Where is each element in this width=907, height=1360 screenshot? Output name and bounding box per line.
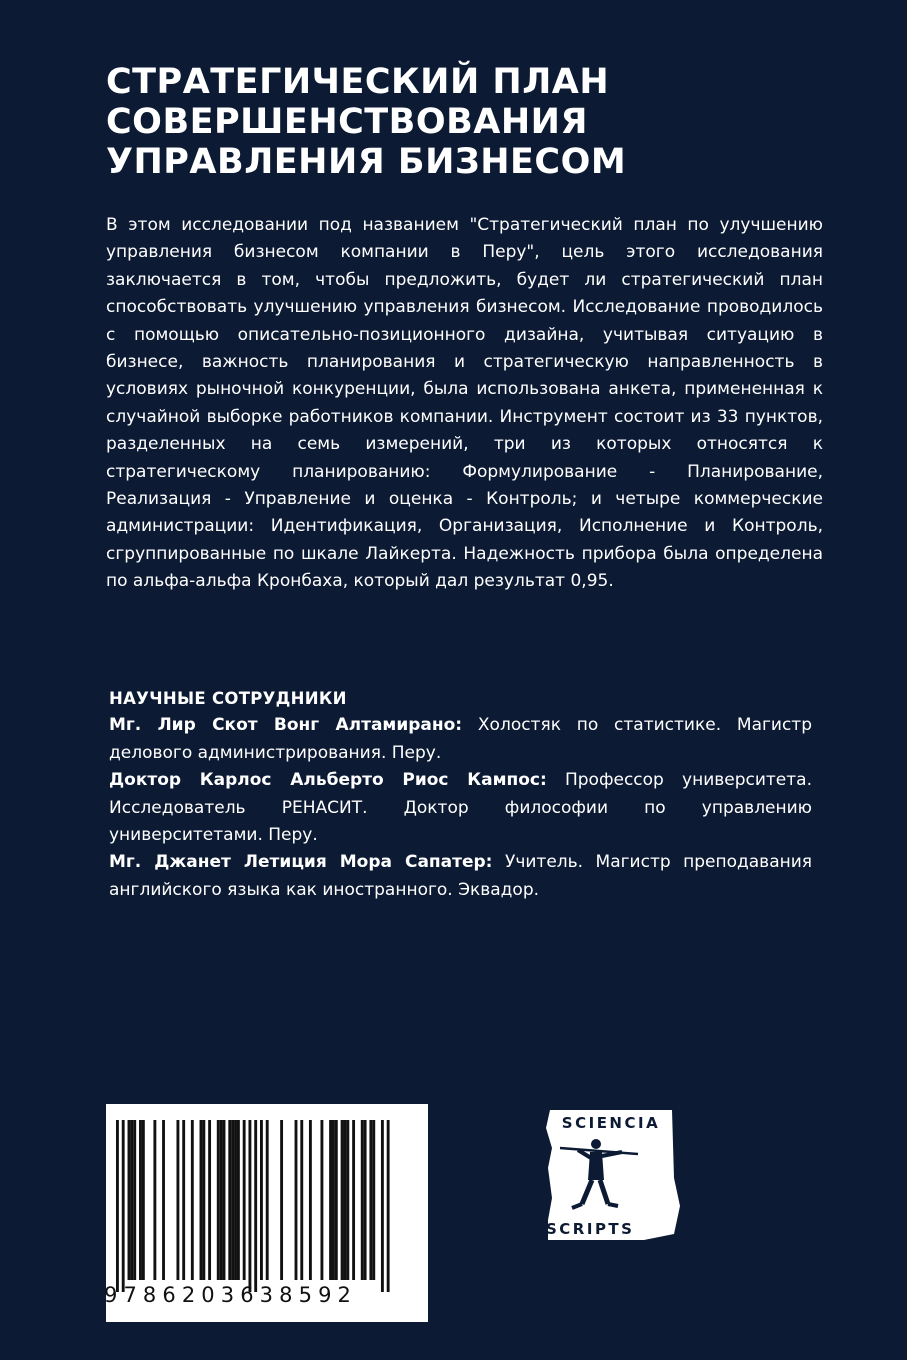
barcode-bar [142,1120,145,1280]
book-title-line-1: СТРАТЕГИЧЕСКИЙ ПЛАН [106,62,610,102]
author-bio: Холостяк по статистике. Магистр делового администрирования. Перу. [109,715,813,763]
barcode-bar [237,1120,240,1280]
barcode-bar [191,1120,194,1280]
author-name: Доктор Карлос Альберто Риос Кампос: [109,770,547,791]
barcode-bar [139,1120,142,1280]
barcode-bar [320,1120,323,1280]
barcode-bar [220,1120,223,1280]
barcode-bar [128,1120,131,1280]
barcode-bar [217,1120,220,1280]
barcode-bar [122,1120,125,1292]
barcode-bar [346,1120,349,1280]
author-name: Мг. Джанет Летиция Мора Сапатер: [109,852,493,873]
logo-text-top: SCIENCIA [561,1114,661,1132]
authors-section [109,685,812,904]
barcode-bar [133,1120,136,1280]
barcode-bar [344,1120,347,1280]
barcode-bar [387,1120,390,1292]
book-title-line-2: СОВЕРШЕНСТВОВАНИЯ [106,102,588,142]
author-bio: Учитель. Магистр преподавания английского языка как иностранного. Эквадор. [109,852,813,900]
barcode-bar [335,1120,338,1280]
barcode-bar [381,1120,384,1292]
barcode-bar [182,1120,185,1280]
barcode-bar [369,1120,372,1280]
barcode-bar [361,1120,364,1280]
barcode-bar [266,1120,269,1280]
author-entry [109,849,812,904]
barcode-bar [364,1120,367,1280]
barcode-bar [228,1120,231,1280]
barcode-bar [260,1120,263,1280]
barcode-bar [248,1120,251,1292]
book-title [106,62,846,182]
author-entry [109,767,812,849]
barcode-bar [202,1120,205,1280]
author-name: Мг. Лир Скот Вонг Алтамирано: [109,715,463,736]
barcode-bar [116,1120,119,1292]
authors-heading: НАУЧНЫЕ СОТРУДНИКИ [109,689,347,708]
barcode-bar [231,1120,234,1280]
barcode-bar [130,1120,133,1280]
barcode-bar [332,1120,335,1280]
barcode-bar [254,1120,257,1292]
author-entry [109,712,812,767]
barcode-bar [223,1120,226,1280]
logo-text-bottom: SCRIPTS [546,1220,635,1238]
author-bio: Профессор университета. Исследователь РЕНАСИТ. Доктор философии по управлению университетами. Перу. [109,770,812,846]
book-abstract: В этом исследовании под названием "Стратегический план по улучшению управления бизнесом компании в Перу", цель этого исследования заключается в том, чтобы предложить, будет ли стратегический план способствовать улучшению управления бизнесом. Исследование проводилось с помощью описательно-позиционного дизайна, учитывая ситуацию в бизнесе, важность планирования и стратегическую направленность в условиях рыночной конкуренции, была использована анкета, примененная к случайной выборке работников компании. Инструмент состоит из 33 пунктов, разделенных на семь измерений, три из которых относятся к стратегическому планированию: Формулирование - Планирование, Реализация - Управление и оценка - Контроль; и четыре коммерческие администрации: Идентификация, Организация, Исполнение и Контроль, сгруппированные по шкале Лайкерта. Надежность прибора была определена по альфа-альфа Кронбаха, который дал результат 0,95. [106,215,823,592]
publisher-logo [544,1108,684,1244]
barcode-bar [309,1120,312,1280]
barcode-bar [372,1120,375,1280]
barcode-bar [234,1120,237,1280]
barcode-bar [208,1120,211,1280]
barcode-bar [341,1120,344,1280]
barcode-bar [153,1120,156,1280]
book-title-line-3: УПРАВЛЕНИЯ БИЗНЕСОМ [106,142,627,182]
barcode-bar [243,1120,246,1280]
barcode-bar [280,1120,283,1280]
barcode-bar [295,1120,298,1280]
barcode-bar [176,1120,179,1280]
barcode-bar [162,1120,165,1280]
barcode-bar [329,1120,332,1280]
barcode-bar [352,1120,355,1280]
barcode-bar [200,1120,203,1280]
isbn-number: 9786203638592 [104,1283,357,1307]
barcode-bar [300,1120,303,1280]
